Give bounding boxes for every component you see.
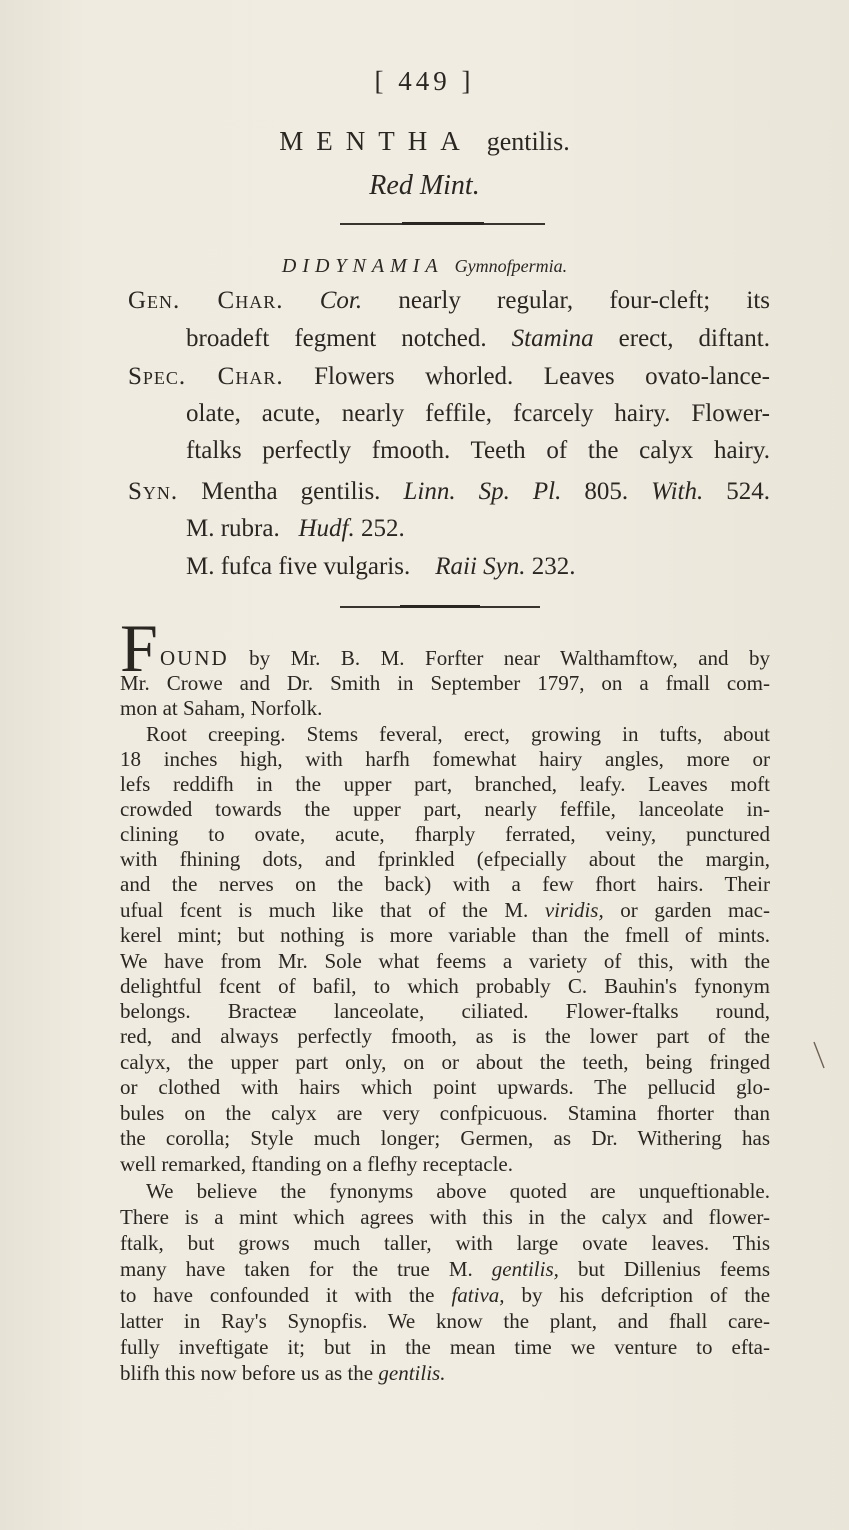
margin-pencil-mark bbox=[812, 1040, 826, 1070]
p2-line-18: well remarked, ftanding on a flefhy receptacle. bbox=[120, 1152, 513, 1176]
page-number: [ 449 ] bbox=[374, 66, 475, 96]
p3-line-2: There is a mint which agrees with this in the calyx and flower- bbox=[120, 1205, 770, 1229]
p2-line-14: calyx, the upper part only, on or about the teeth, being fringed bbox=[120, 1050, 770, 1074]
p2-line-12: belongs. Bracteæ lanceolate, ciliated. Flower-ftalks round, bbox=[120, 999, 770, 1023]
title-divider bbox=[340, 223, 545, 225]
p2-line-6: with fhining dots, and fprinkled (efpecially about the margin, bbox=[120, 847, 770, 871]
common-name: Red Mint. bbox=[369, 170, 480, 201]
linnaean-class: DIDYNAMIA bbox=[281, 255, 444, 277]
syn-line-2: M. rubra. Hudf. 252. bbox=[186, 515, 405, 542]
classification-line bbox=[0, 255, 849, 278]
gen-char-line-2: broadeft fegment notched. Stamina erect, diftant. bbox=[186, 325, 770, 352]
p3-line-5: to have confounded it with the fativa, by his defcription of the bbox=[120, 1283, 771, 1307]
p1-line-1: OUND by Mr. B. M. Forfter near Walthamftow, and by bbox=[160, 646, 770, 670]
p3-line-6: latter in Ray's Synopfis. We know the plant, and fhall care- bbox=[120, 1309, 770, 1333]
spec-char-label: Spec. Char. bbox=[128, 363, 284, 390]
p2-line-11: delightful fcent of bafil, to which probably C. Bauhin's fynonym bbox=[120, 974, 770, 998]
p1-line-3: mon at Saham, Norfolk. bbox=[120, 696, 323, 720]
spec-char-line-2: olate, acute, nearly feffile, fcarcely hairy. Flower- bbox=[186, 400, 770, 427]
linnaean-order: Gymnofpermia. bbox=[454, 256, 568, 276]
p2-line-16: bules on the calyx are very confpicuous. Stamina fhorter than bbox=[120, 1101, 770, 1125]
p2-line-9: kerel mint; but nothing is more variable than the fmell of mints. bbox=[120, 923, 770, 947]
spec-char-line-1: Spec. Char. Flowers whorled. Leaves ovato-lance- bbox=[128, 363, 770, 390]
gen-char-label: Gen. Char. bbox=[128, 287, 284, 314]
p2-line-3: lefs reddifh in the upper part, branched, leafy. Leaves moft bbox=[120, 772, 770, 796]
p3-line-7: fully inveftigate it; but in the mean time we venture to efta- bbox=[120, 1335, 770, 1359]
gen-char-line-1: Gen. Char. Cor. nearly regular, four-cleft; its bbox=[128, 287, 771, 314]
p2-line-10: We have from Mr. Sole what feems a variety of this, with the bbox=[120, 949, 770, 973]
p3-line-4: many have taken for the true M. gentilis, but Dillenius feems bbox=[120, 1257, 770, 1281]
genus-name: MENTHA bbox=[279, 126, 473, 156]
p2-line-4: crowded towards the upper part, nearly feffile, lanceolate in- bbox=[120, 797, 770, 821]
species-name: gentilis. bbox=[486, 127, 570, 156]
section-divider bbox=[340, 606, 540, 608]
p2-line-5: clining to ovate, acute, fharply ferrated, veiny, punctured bbox=[120, 822, 770, 846]
spec-char-line-3: ftalks perfectly fmooth. Teeth of the calyx hairy. bbox=[186, 437, 770, 464]
p2-line-15: or clothed with hairs which point upwards. The pellucid glo- bbox=[120, 1075, 770, 1099]
drop-cap: F bbox=[120, 610, 158, 686]
p3-line-8: blifh this now before us as the gentilis. bbox=[120, 1361, 446, 1385]
p2-line-7: and the nerves on the back) with a few fhort hairs. Their bbox=[120, 872, 770, 896]
p1-line-2: Mr. Crowe and Dr. Smith in September 1797, on a fmall com- bbox=[120, 671, 770, 695]
p3-line-3: ftalk, but grows much taller, with large ovate leaves. This bbox=[120, 1231, 770, 1255]
syn-line-3: M. fufca five vulgaris. Raii Syn. 232. bbox=[186, 553, 576, 580]
p2-line-13: red, and always perfectly fmooth, as is the lower part of the bbox=[120, 1024, 770, 1048]
p2-line-8: ufual fcent is much like that of the M. viridis, or garden mac- bbox=[120, 898, 770, 922]
p2-line-17: the corolla; Style much longer; Germen, as Dr. Withering has bbox=[120, 1126, 770, 1150]
p2-line-2: 18 inches high, with harfh fomewhat hairy angles, more or bbox=[120, 747, 770, 771]
syn-label: Syn. bbox=[128, 478, 179, 505]
p3-line-1: We believe the fynonyms above quoted are unqueftionable. bbox=[146, 1179, 770, 1203]
p2-line-1: Root creeping. Stems feveral, erect, growing in tufts, about bbox=[146, 722, 770, 746]
syn-line-1: Syn. Mentha gentilis. Linn. Sp. Pl. 805. With. 524. bbox=[128, 478, 771, 505]
page-title bbox=[0, 126, 849, 157]
